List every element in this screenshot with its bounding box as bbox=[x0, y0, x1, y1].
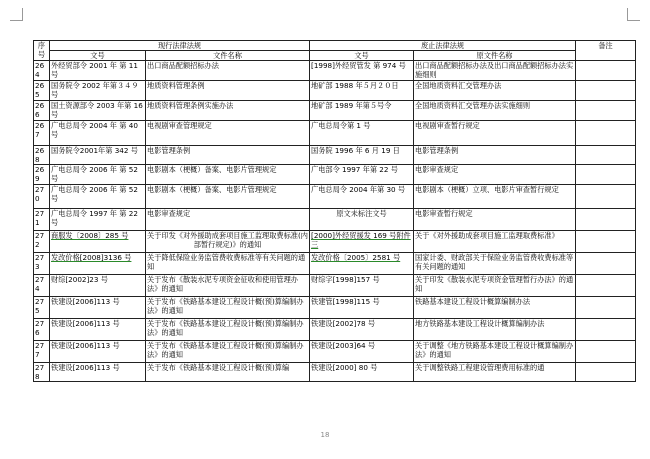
row-note bbox=[576, 209, 636, 231]
crop-mark-top-left bbox=[10, 8, 23, 21]
row-note bbox=[576, 363, 636, 382]
row-no: 266 bbox=[34, 101, 50, 121]
row-old-num: 发改价格〔2005〕2581 号 bbox=[310, 253, 414, 275]
header-seq: 序号 bbox=[34, 41, 50, 61]
row-current-name: 地质资料管理条例 bbox=[146, 81, 310, 101]
table-row bbox=[34, 253, 636, 275]
row-note bbox=[576, 165, 636, 185]
row-old-name: 关于印发《散装水泥专项资金管理暂行办法》的通知 bbox=[414, 275, 576, 297]
header-docnum: 文号 bbox=[50, 51, 146, 61]
header-current-group: 现行法律法规 bbox=[50, 41, 310, 51]
row-current-num: 铁建设[2006]113 号 bbox=[50, 363, 146, 382]
header-abolished-docname: 原文件名称 bbox=[414, 51, 576, 61]
row-note bbox=[576, 61, 636, 81]
row-current-name: 电影剧本（梗概）备案、电影片管理规定 bbox=[146, 165, 310, 185]
header-abolished-group: 废止法律法规 bbox=[310, 41, 576, 51]
row-old-name: 地方铁路基本建设工程设计概算编制办法 bbox=[414, 319, 576, 341]
table-row bbox=[34, 185, 636, 209]
row-note bbox=[576, 297, 636, 319]
row-old-name: 国家计委、财政部关于保险业务监管费收费标准等有关问题的通知 bbox=[414, 253, 576, 275]
row-old-num: [2000]外经贸援发 169 号附件三 bbox=[310, 231, 414, 253]
table-row bbox=[34, 209, 636, 231]
row-current-name: 地质资料管理条例实施办法 bbox=[146, 101, 310, 121]
row-current-name: 电影管理条例 bbox=[146, 146, 310, 165]
row-no: 278 bbox=[34, 363, 50, 382]
row-old-name: 铁路基本建设工程设计概算编制办法 bbox=[414, 297, 576, 319]
row-note bbox=[576, 146, 636, 165]
row-no: 267 bbox=[34, 121, 50, 146]
table-row bbox=[34, 363, 636, 382]
row-current-num: 国务院令2001年第 342 号 bbox=[50, 146, 146, 165]
row-note bbox=[576, 275, 636, 297]
row-current-num: 广电总局令 2004 年 第 40 号 bbox=[50, 121, 146, 146]
row-old-num: 广电总局令 2004 年第 30 号 bbox=[310, 185, 414, 209]
row-current-num: 财综[2002]23 号 bbox=[50, 275, 146, 297]
row-current-num: 商服发〔2008〕285 号 bbox=[50, 231, 146, 253]
table-row bbox=[34, 165, 636, 185]
row-note bbox=[576, 101, 636, 121]
table-row bbox=[34, 146, 636, 165]
row-old-name: 电视剧审查暂行规定 bbox=[414, 121, 576, 146]
table-row bbox=[34, 341, 636, 363]
row-no: 265 bbox=[34, 81, 50, 101]
row-no: 268 bbox=[34, 146, 50, 165]
table-row bbox=[34, 275, 636, 297]
row-current-name: 出口商品配额招标办法 bbox=[146, 61, 310, 81]
row-note bbox=[576, 319, 636, 341]
row-old-name: 关于调整《地方铁路基本建设工程设计概算编制办法》的通知 bbox=[414, 341, 576, 363]
row-current-num: 外经贸部令 2001 年 第 11 号 bbox=[50, 61, 146, 81]
row-old-num: 铁建管[1998]115 号 bbox=[310, 297, 414, 319]
row-no: 270 bbox=[34, 185, 50, 209]
row-current-num: 铁建设[2006]113 号 bbox=[50, 297, 146, 319]
row-old-name: 电影审查规定 bbox=[414, 165, 576, 185]
row-old-num: 铁建设[2002]78 号 bbox=[310, 319, 414, 341]
page-number: 18 bbox=[320, 431, 330, 439]
row-no: 271 bbox=[34, 209, 50, 231]
row-old-num: 国务院 1996 年 6 月 19 日 bbox=[310, 146, 414, 165]
row-current-name: 关于降低保险业务监管费收费标准等有关问题的通知 bbox=[146, 253, 310, 275]
table-row bbox=[34, 319, 636, 341]
table-row bbox=[34, 121, 636, 146]
row-no: 269 bbox=[34, 165, 50, 185]
row-current-num: 国土资源部令 2003 年第 16 号 bbox=[50, 101, 146, 121]
row-current-num: 广电总局令 2006 年 第 52 号 bbox=[50, 185, 146, 209]
row-old-num: 广电总局令第 1 号 bbox=[310, 121, 414, 146]
row-note bbox=[576, 253, 636, 275]
row-no: 264 bbox=[34, 61, 50, 81]
row-current-num: 国务院令 2002 年第３４９号 bbox=[50, 81, 146, 101]
row-no: 275 bbox=[34, 297, 50, 319]
table-row bbox=[34, 297, 636, 319]
row-no: 277 bbox=[34, 341, 50, 363]
table-row bbox=[34, 81, 636, 101]
row-current-name: 关于印发《对外援助成套项目施工监理取费标准(内部暂行规定)》的通知 bbox=[146, 231, 310, 253]
row-no: 274 bbox=[34, 275, 50, 297]
table-row bbox=[34, 231, 636, 253]
row-current-name: 电影审查规定 bbox=[146, 209, 310, 231]
regulations-table bbox=[33, 40, 636, 382]
row-current-num: 广电总局令 1997 年 第 22 号 bbox=[50, 209, 146, 231]
row-current-name: 关于发布《铁路基本建设工程设计概(预)算编制办法》的通知 bbox=[146, 319, 310, 341]
row-old-name: 电影审查暂行规定 bbox=[414, 209, 576, 231]
row-no: 273 bbox=[34, 253, 50, 275]
row-old-name: 全国地质资料汇交管理办法 bbox=[414, 81, 576, 101]
row-old-num: 地矿部 1988 年５月２０日 bbox=[310, 81, 414, 101]
header-abolished-docnum: 文号 bbox=[310, 51, 414, 61]
row-old-num: [1998]外经贸管发 第 974 号 bbox=[310, 61, 414, 81]
row-old-num: 广电部令 1997 年第 22 号 bbox=[310, 165, 414, 185]
row-old-num: 原文未标注文号 bbox=[310, 209, 414, 231]
table-row bbox=[34, 61, 636, 81]
row-old-num: 地矿部 1989 年第５号令 bbox=[310, 101, 414, 121]
row-note bbox=[576, 341, 636, 363]
row-note bbox=[576, 185, 636, 209]
row-old-name: 全国地质资料汇交管理办法实施细则 bbox=[414, 101, 576, 121]
header-note: 备注 bbox=[576, 41, 636, 61]
row-old-name: 电影剧本（梗概）立项、电影片审查暂行规定 bbox=[414, 185, 576, 209]
row-old-name: 出口商品配额招标办法及出口商品配额招标办法实施细则 bbox=[414, 61, 576, 81]
row-current-name: 关于发布《铁路基本建设工程设计概(预)算编 bbox=[146, 363, 310, 382]
header-docname: 文件名称 bbox=[146, 51, 310, 61]
crop-mark-top-right bbox=[627, 8, 640, 21]
row-old-name: 关于调整铁路工程建设管理费用标准的通 bbox=[414, 363, 576, 382]
row-current-name: 电影剧本（梗概）备案、电影片管理规定 bbox=[146, 185, 310, 209]
row-note bbox=[576, 121, 636, 146]
row-current-name: 关于发布《散装水泥专项资金征收和使用管理办法》的通知 bbox=[146, 275, 310, 297]
table-row bbox=[34, 101, 636, 121]
row-old-num: 铁建设[2000] 80 号 bbox=[310, 363, 414, 382]
row-current-num: 发改价格[2008]3136 号 bbox=[50, 253, 146, 275]
row-current-num: 铁建设[2006]113 号 bbox=[50, 319, 146, 341]
row-current-num: 铁建设[2006]113 号 bbox=[50, 341, 146, 363]
row-current-name: 电视剧审查管理规定 bbox=[146, 121, 310, 146]
row-current-name: 关于发布《铁路基本建设工程设计概(预)算编制办法》的通知 bbox=[146, 297, 310, 319]
row-no: 272 bbox=[34, 231, 50, 253]
row-current-name: 关于发布《铁路基本建设工程设计概(预)算编制办法》的通知 bbox=[146, 341, 310, 363]
row-note bbox=[576, 81, 636, 101]
row-old-name: 关于《对外援助成套项目施工监理取费标准》 bbox=[414, 231, 576, 253]
row-current-num: 广电总局令 2006 年 第 52 号 bbox=[50, 165, 146, 185]
row-old-num: 铁建设[2003]64 号 bbox=[310, 341, 414, 363]
row-no: 276 bbox=[34, 319, 50, 341]
row-note bbox=[576, 231, 636, 253]
row-old-name: 电影管理条例 bbox=[414, 146, 576, 165]
row-old-num: 财综字[1998]157 号 bbox=[310, 275, 414, 297]
